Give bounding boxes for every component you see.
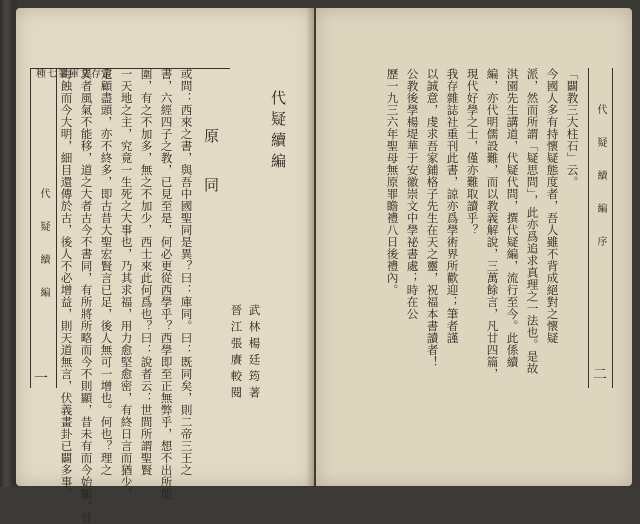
left-page <box>16 8 314 524</box>
margin-book-title: 代 疑 續 編 序 <box>595 104 606 252</box>
page-marker-right: 二 <box>593 367 607 383</box>
text-column: 圍，有之不加多，無之不加少，西士來此何爲也？曰：說者云：世間所謂聖賢 <box>139 68 154 476</box>
text-column: 晦蝕而今大明，細目還傳於古，後人不必增益，則天道無言，伏義畫卦已闢多事， <box>59 68 74 500</box>
text-column: 編，亦代明儒設難，而以教義解說，三萬餘言，凡廿四篇， <box>485 68 500 380</box>
margin-rule-outer <box>588 68 589 388</box>
margin-rule-inner <box>612 68 613 388</box>
section-title: 原 同 <box>202 128 220 200</box>
text-column: 一天地之主，究竟一生死之大事也，乃其求福，用力愈堅愈密，有終日言而猶少， <box>119 68 134 500</box>
margin-rule-outer <box>30 68 31 388</box>
author-line-2: 晉江張賡較閱 <box>229 304 244 403</box>
page-marker-left: 一 <box>34 371 48 387</box>
margin-rule-inner <box>56 68 57 388</box>
author-line-1: 武林楊廷筠著 <box>247 304 262 403</box>
text-column: 淇園先生講道，代疑代問，撰代疑編，流行至今。此係續 <box>505 68 520 368</box>
text-column: 書，六經四子之教，已見至是，何必更從西學乎？西學即至正無弊乎，想不出所能 <box>159 68 174 500</box>
text-column: 定顧盡頭，亦不終多，即古昔大聖宏賢言已足，後人無可一增也。何也？理之 <box>99 68 114 476</box>
inner-heading: 代疑續編 <box>269 90 287 174</box>
text-column: 今國人多有持懷疑態度者，吾人雖不背成絕對之懷疑 <box>545 68 560 344</box>
text-column: 我存雜誌社重刊此書，諒亦爲學術界所歡迎；筆者謹 <box>445 68 460 344</box>
margin-book-title: 代 疑 續 編 <box>38 188 49 303</box>
text-column: 歷一九三六年聖母無原罪瞻禮八日後禮內。 <box>385 68 400 296</box>
text-column: 或問：西來之書，與吾中國聖同是異？曰：庫同。曰：既同矣，則二帝三王之 <box>179 68 194 476</box>
text-column: 「闢教三大柱石」云。 <box>565 68 580 188</box>
text-column: 派，然而所謂「疑思問」，此亦爲追求真理之一法也。是故 <box>525 68 540 375</box>
text-column: 公教後學楊堤華于安徽崇文中學祕書處；時在公 <box>405 68 420 320</box>
text-column: 以誠意，虔求吾家鋪格子先生在天之靈，祝福本書讀者！ <box>425 68 440 368</box>
series-header: 叢存文庫第七種 <box>36 69 113 80</box>
right-page <box>316 8 632 486</box>
text-column: 異者風氣不能移，道之大者古今不書同，有所將所略而今不則顯，昔未有而今始顯，昔 <box>79 68 94 524</box>
text-column: 現代好學之士，僅亦難取讀乎？ <box>465 68 480 236</box>
